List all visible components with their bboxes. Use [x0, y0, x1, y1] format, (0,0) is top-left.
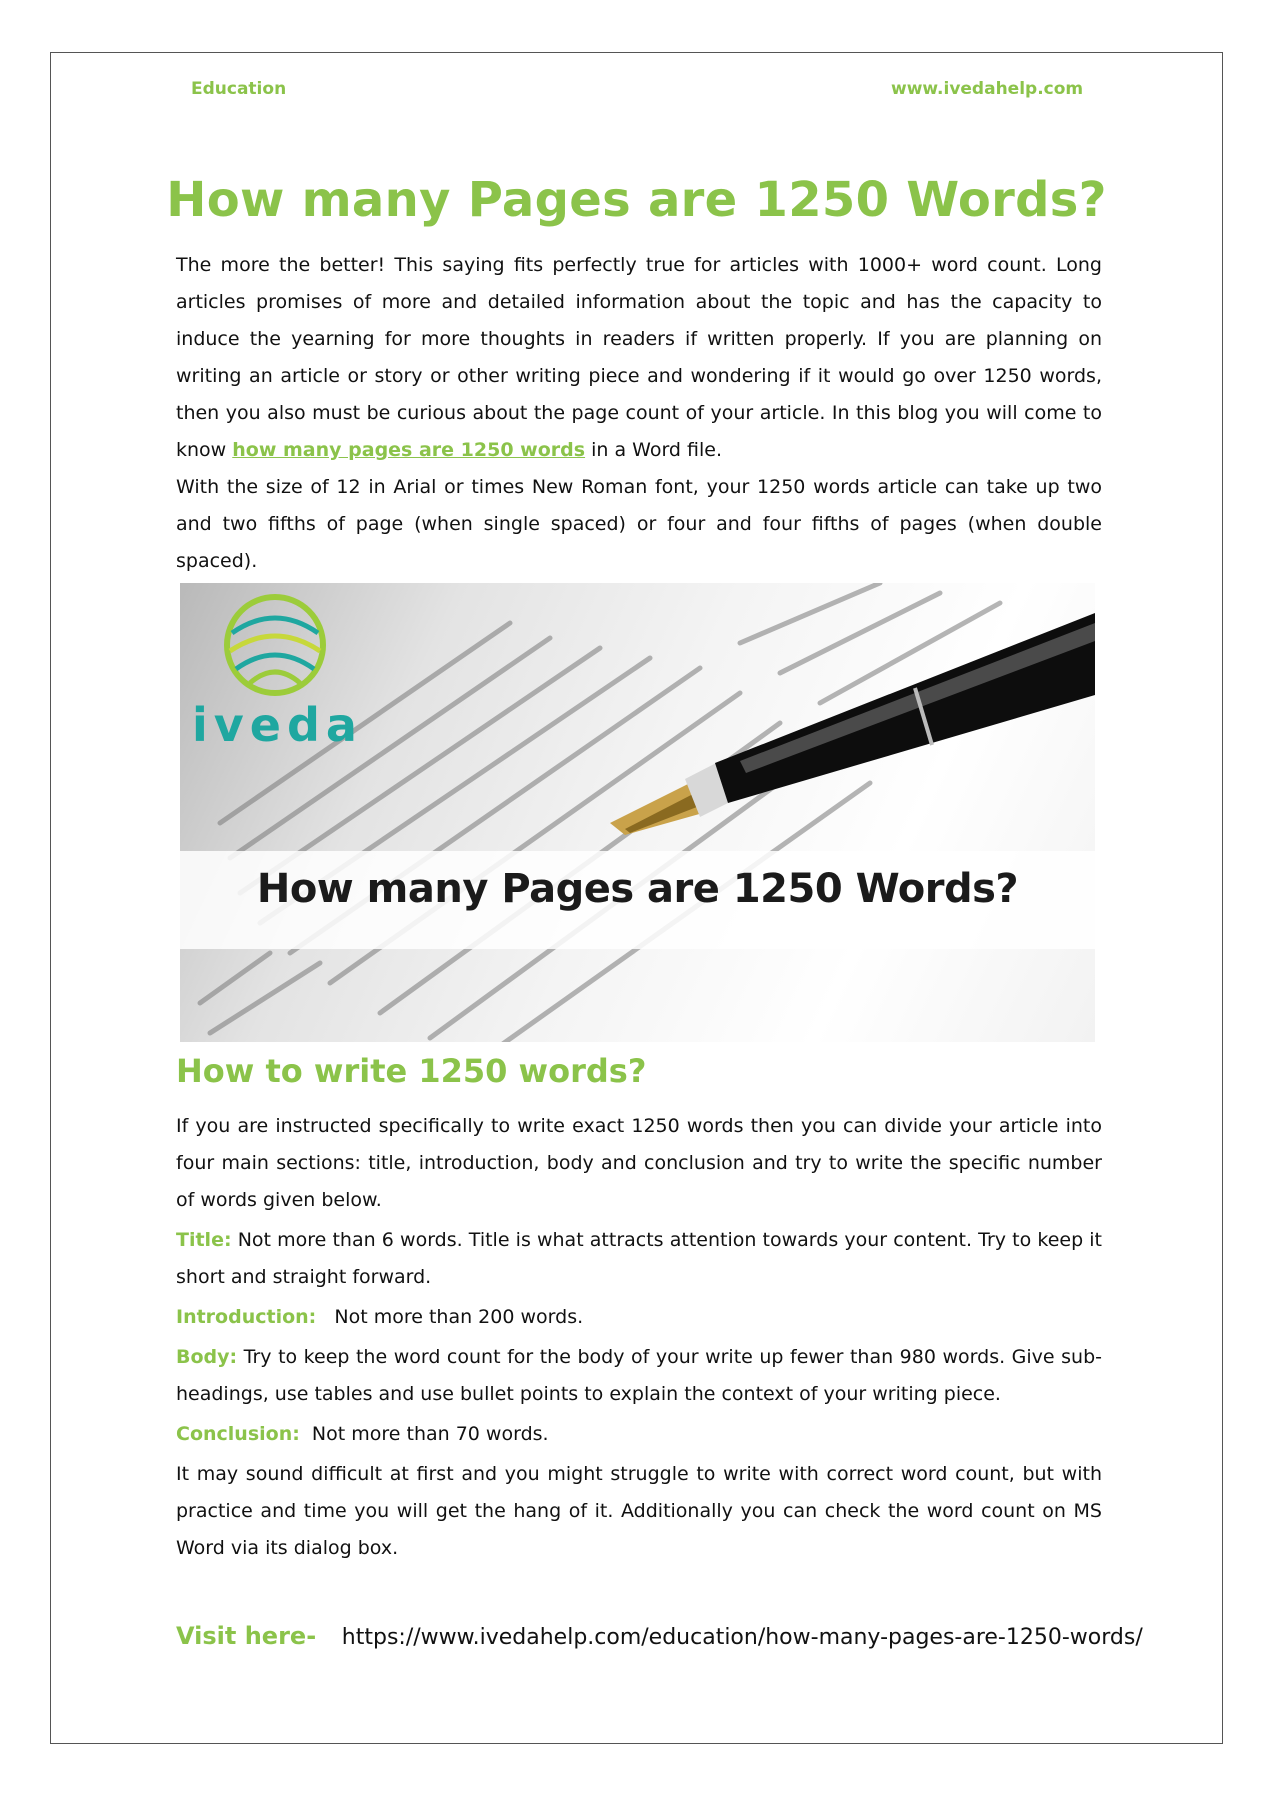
closing-paragraph: It may sound difficult at first and you might struggle to write with correct word count, but with practice and time you will get the hang of it. Additionally you can check the word count on MS Word via its dialog box.	[176, 1463, 1102, 1559]
hero-caption: How many Pages are 1250 Words?	[256, 866, 1019, 912]
howto-section	[176, 1108, 1102, 1567]
font-size-paragraph: With the size of 12 in Arial or times New Roman font, your 1250 words article can take up two and two fifths of page (when single spaced) or four and four fifths of pages (when double spaced).	[176, 476, 1102, 572]
intro-text-start: The more the better! This saying fits perfectly true for articles with 1000+ word count. Long articles promises of more and detailed information about the topic and has the capacity to induce the yearning for more thoughts in readers if written properly. If you are planning on writing an article or story or other writing piece and wondering if it would go over 1250 words, then you also must be curious about the page count of your article. In this blog you will come to know	[176, 254, 1102, 461]
intro-text-end: in a Word file.	[585, 439, 722, 461]
iveda-logo-icon	[227, 597, 323, 693]
introduction-item-text: Not more than 200 words.	[316, 1306, 584, 1328]
header-website[interactable]: www.ivedahelp.com	[891, 79, 1084, 99]
howto-intro-paragraph: If you are instructed specifically to write exact 1250 words then you can divide your article into four main sections: title, introduction, body and conclusion and try to write the specific number of words given below.	[176, 1115, 1102, 1211]
conclusion-item-text: Not more than 70 words.	[299, 1423, 549, 1445]
visit-line	[176, 1622, 1143, 1650]
title-item-label: Title:	[176, 1229, 232, 1251]
introduction-item	[176, 1299, 1102, 1336]
header-category: Education	[191, 79, 287, 99]
conclusion-item	[176, 1416, 1102, 1453]
pen-icon	[610, 613, 1095, 835]
visit-label: Visit here-	[176, 1622, 317, 1650]
visit-url-link[interactable]: https://www.ivedahelp.com/education/how-many-pages-are-1250-words/	[341, 1625, 1143, 1650]
hero-background-art	[180, 583, 1095, 1042]
page-title: How many Pages are 1250 Words?	[166, 172, 1107, 228]
title-item-text: Not more than 6 words. Title is what attracts attention towards your content. Try to keep it short and straight forward.	[176, 1229, 1102, 1288]
section-heading: How to write 1250 words?	[176, 1052, 647, 1090]
introduction-item-label: Introduction:	[176, 1306, 317, 1328]
conclusion-item-label: Conclusion:	[176, 1423, 300, 1445]
iveda-logo-text: iveda	[192, 698, 363, 752]
hero-image	[180, 583, 1095, 1042]
intro-section	[176, 247, 1102, 580]
intro-paragraph	[176, 247, 1102, 469]
body-item	[176, 1339, 1102, 1413]
article-link[interactable]: how many pages are 1250 words	[232, 439, 586, 461]
body-item-label: Body:	[176, 1346, 238, 1368]
body-item-text: Try to keep the word count for the body of your write up fewer than 980 words. Give sub-headings, use tables and use bullet points to explain the context of your writing piece.	[176, 1346, 1102, 1405]
title-item	[176, 1222, 1102, 1296]
